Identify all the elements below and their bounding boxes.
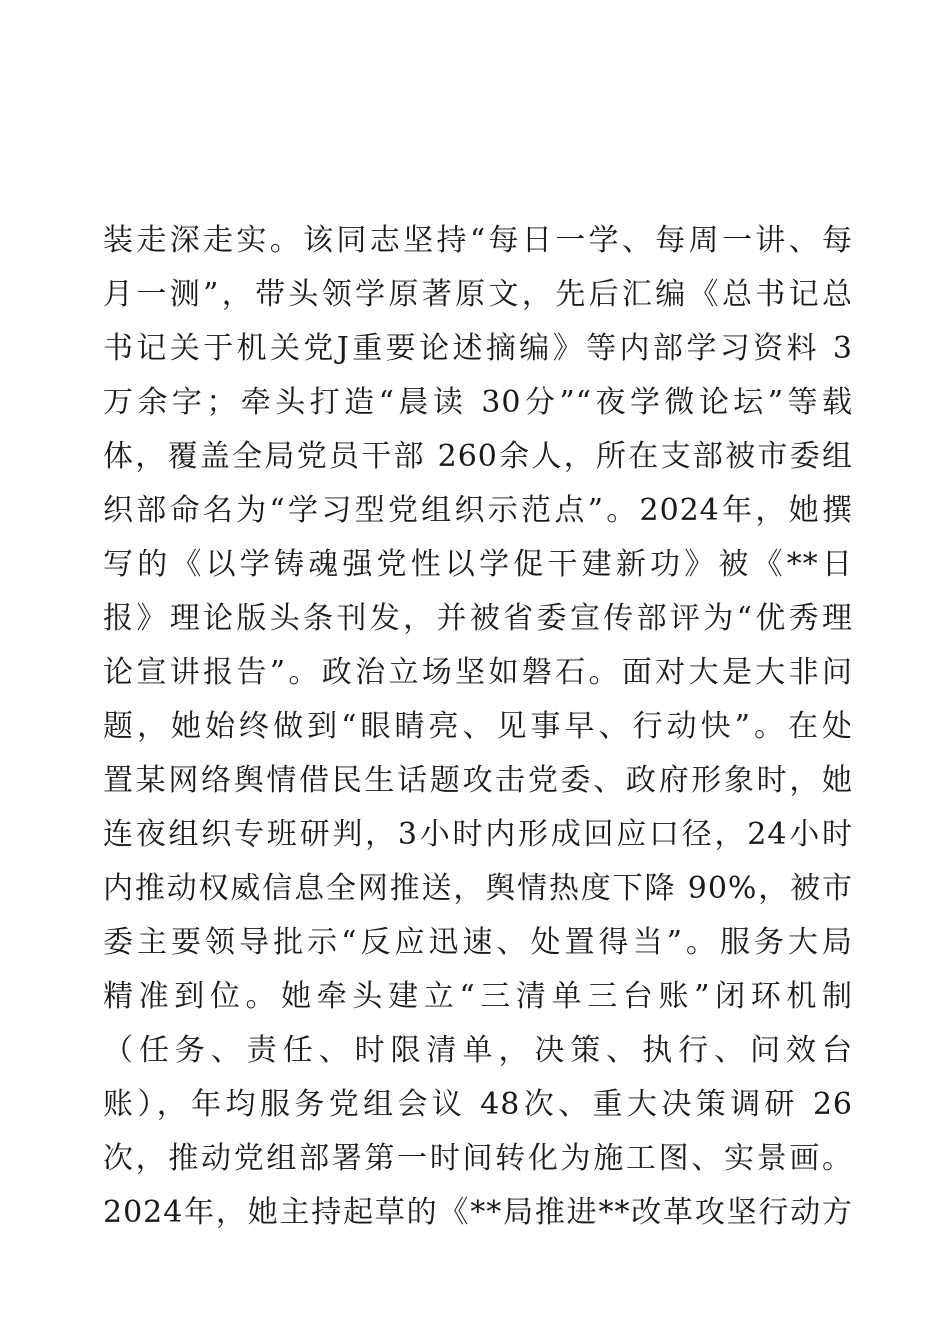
text-line: 论宣讲报告”。政治立场坚如磐石。面对大是大非问: [103, 655, 853, 690]
text-line: 精准到位。她牵头建立“三清单三台账”闭环机制: [103, 979, 853, 1014]
text-line: 体，覆盖全局党员干部 260余人，所在支部被市委组: [103, 439, 853, 474]
text-line: 次，推动党组部署第一时间转化为施工图、实景画。: [103, 1141, 853, 1176]
text-line: 报》理论版头条刊发，并被省委宣传部评为“优秀理: [103, 601, 853, 636]
text-line: 2024年，她主持起草的《**局推进**改革攻坚行动方: [103, 1195, 853, 1230]
text-line: 委主要领导批示“反应迅速、处置得当”。服务大局: [103, 925, 853, 960]
text-line: 月一测”，带头领学原著原文，先后汇编《总书记总: [103, 277, 853, 312]
text-line: 万余字；牵头打造“晨读 30分”“夜学微论坛”等载: [103, 385, 853, 420]
text-line: 连夜组织专班研判，3小时内形成回应口径，24小时: [103, 817, 853, 852]
text-line: 账），年均服务党组会议 48次、重大决策调研 26: [103, 1087, 853, 1122]
text-line: 写的《以学铸魂强党性以学促干建新功》被《**日: [103, 547, 853, 582]
text-line: 装走深走实。该同志坚持“每日一学、每周一讲、每: [103, 223, 853, 258]
text-line: 题，她始终做到“眼睛亮、见事早、行动快”。在处: [103, 709, 853, 744]
text-line: 织部命名为“学习型党组织示范点”。2024年，她撰: [103, 493, 853, 528]
text-line: 书记关于机关党J重要论述摘编》等内部学习资料 3: [103, 331, 853, 366]
text-line: 置某网络舆情借民生话题攻击党委、政府形象时，她: [103, 763, 853, 798]
text-line: 内推动权威信息全网推送，舆情热度下降 90%，被市: [103, 871, 853, 906]
body-paragraph: [103, 214, 853, 1240]
text-line: （任务、责任、时限清单，决策、执行、问效台: [103, 1033, 853, 1068]
